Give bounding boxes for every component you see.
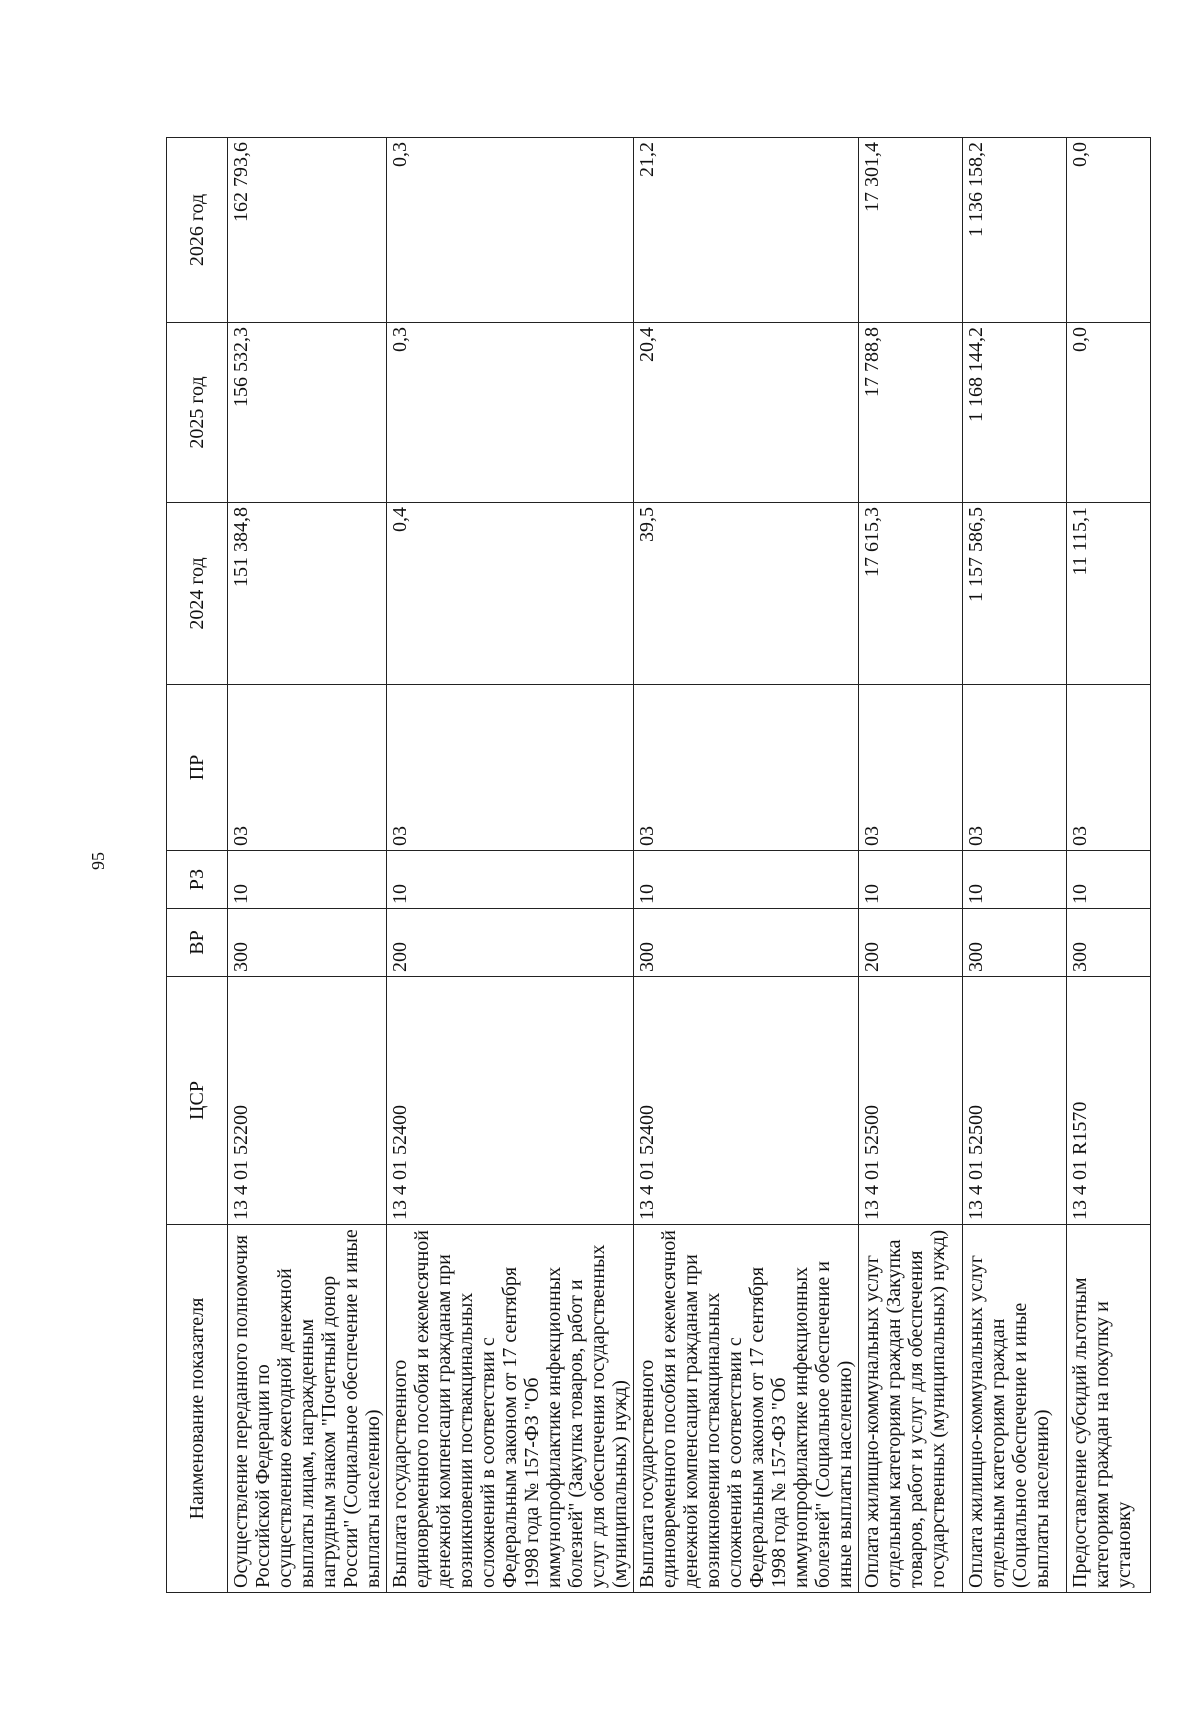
row-name: Осуществление переданного полномочия Российской Федерации по осуществлению ежегодной денежной выплаты лицам, награжденным нагрудным знаком "Почетный донор России" (Социальное обеспечение и иные выплаты населению) <box>228 1225 387 1593</box>
row-2026: 162 793,6 <box>228 138 387 323</box>
budget-table-container <box>166 138 1135 1593</box>
row-pr: 03 <box>387 685 634 851</box>
row-rz: 10 <box>859 851 963 909</box>
row-name: Предоставление субсидий льготным категориям граждан на покупку и установку <box>1067 1225 1151 1593</box>
table-row <box>634 138 859 1593</box>
row-2025: 17 788,8 <box>859 323 963 503</box>
row-2026: 21,2 <box>634 138 859 323</box>
row-2025: 156 532,3 <box>228 323 387 503</box>
row-2024: 151 384,8 <box>228 503 387 685</box>
row-2024: 0,4 <box>387 503 634 685</box>
row-2024: 1 157 586,5 <box>963 503 1067 685</box>
header-pr: ПР <box>167 685 228 851</box>
row-rz: 10 <box>228 851 387 909</box>
row-name: Оплата жилищно-коммунальных услуг отдельным категориям граждан (Социальное обеспечение и иные выплаты населению) <box>963 1225 1067 1593</box>
header-vr: ВР <box>167 909 228 977</box>
table-row <box>963 138 1067 1593</box>
row-2026: 0,0 <box>1067 138 1151 323</box>
row-2026: 0,3 <box>387 138 634 323</box>
row-csr: 13 4 01 52200 <box>228 977 387 1225</box>
row-2026: 1 136 158,2 <box>963 138 1067 323</box>
row-2025: 0,0 <box>1067 323 1151 503</box>
row-pr: 03 <box>963 685 1067 851</box>
row-vr: 300 <box>634 909 859 977</box>
row-2024: 17 615,3 <box>859 503 963 685</box>
row-2025: 20,4 <box>634 323 859 503</box>
row-pr: 03 <box>1067 685 1151 851</box>
row-pr: 03 <box>859 685 963 851</box>
header-name: Наименование показателя <box>167 1225 228 1593</box>
row-2025: 0,3 <box>387 323 634 503</box>
row-name: Выплата государственного единовременного пособия и ежемесячной денежной компенсации гражданам при возникновении поствакцинальных осложнений в соответствии с Федеральным законом от 17 сентября 1998 года № 157-ФЗ "Об иммунопрофилактике инфекционных болезней" (Закупка товаров, работ и услуг для обеспечения государственных (муниципальных) нужд) <box>387 1225 634 1593</box>
row-2024: 11 115,1 <box>1067 503 1151 685</box>
row-rz: 10 <box>1067 851 1151 909</box>
table-row <box>228 138 387 1593</box>
row-vr: 300 <box>963 909 1067 977</box>
header-row <box>167 138 228 1593</box>
row-name: Оплата жилищно-коммунальных услуг отдельным категориям граждан (Закупка товаров, работ и услуг для обеспечения государственных (муниципальных) нужд) <box>859 1225 963 1593</box>
row-vr: 300 <box>1067 909 1151 977</box>
row-vr: 200 <box>387 909 634 977</box>
row-name: Выплата государственного единовременного пособия и ежемесячной денежной компенсации гражданам при возникновении поствакцинальных осложнений в соответствии с Федеральным законом от 17 сентября 1998 года № 157-ФЗ "Об иммунопрофилактике инфекционных болезней" (Социальное обеспечение и иные выплаты населению) <box>634 1225 859 1593</box>
row-rz: 10 <box>387 851 634 909</box>
row-csr: 13 4 01 52500 <box>963 977 1067 1225</box>
page-number: 95 <box>88 852 108 870</box>
row-2025: 1 168 144,2 <box>963 323 1067 503</box>
row-2024: 39,5 <box>634 503 859 685</box>
row-2026: 17 301,4 <box>859 138 963 323</box>
row-vr: 200 <box>859 909 963 977</box>
header-rz: РЗ <box>167 851 228 909</box>
header-2026: 2026 год <box>167 138 228 323</box>
table-row <box>1067 138 1151 1593</box>
row-pr: 03 <box>228 685 387 851</box>
table-row <box>859 138 963 1593</box>
row-csr: 13 4 01 52400 <box>634 977 859 1225</box>
table-row <box>387 138 634 1593</box>
header-csr: ЦСР <box>167 977 228 1225</box>
row-csr: 13 4 01 R1570 <box>1067 977 1151 1225</box>
header-2024: 2024 год <box>167 503 228 685</box>
row-rz: 10 <box>963 851 1067 909</box>
budget-table <box>166 137 1151 1593</box>
row-pr: 03 <box>634 685 859 851</box>
row-csr: 13 4 01 52400 <box>387 977 634 1225</box>
row-vr: 300 <box>228 909 387 977</box>
header-2025: 2025 год <box>167 323 228 503</box>
row-rz: 10 <box>634 851 859 909</box>
row-csr: 13 4 01 52500 <box>859 977 963 1225</box>
